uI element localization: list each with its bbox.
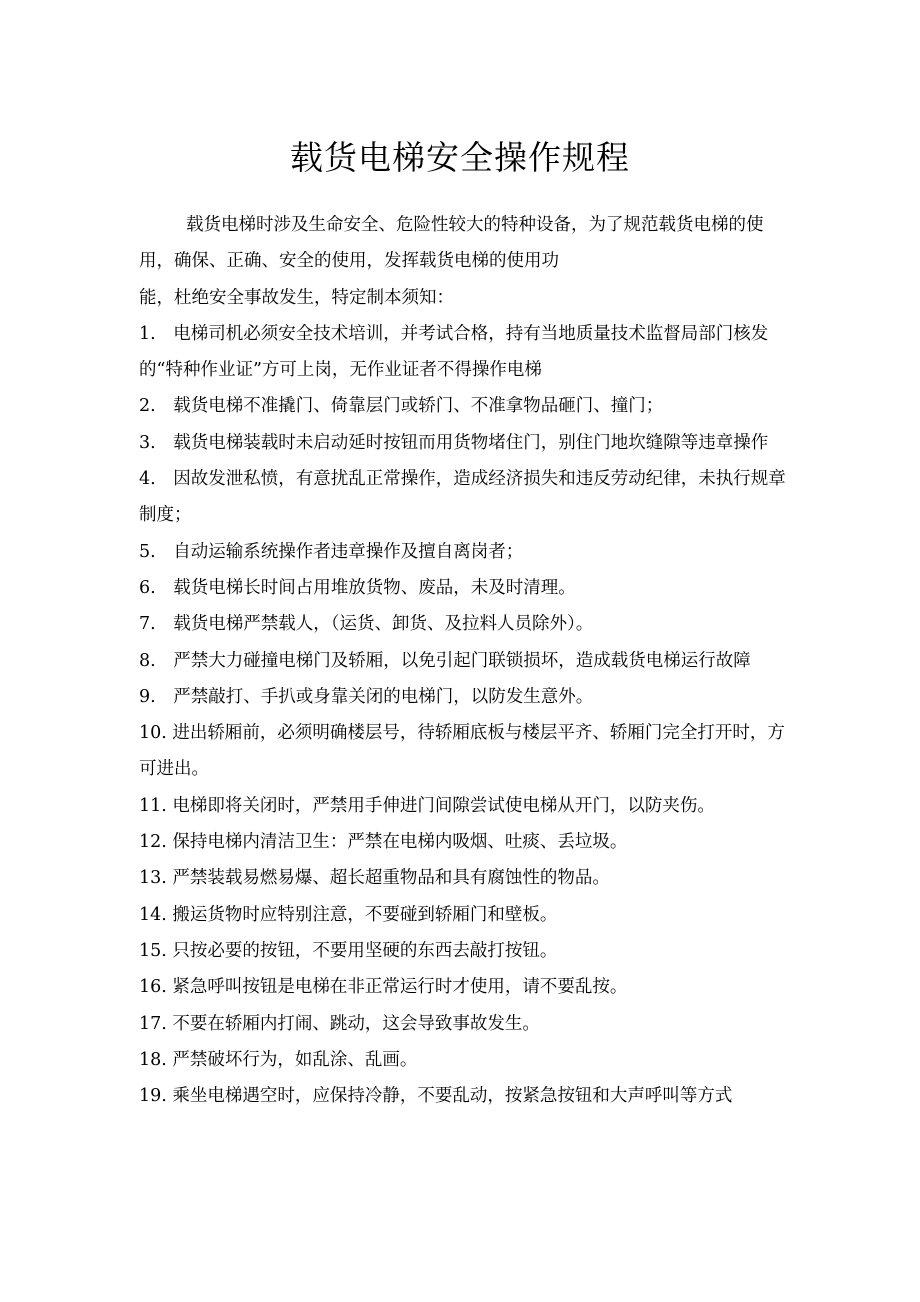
rule-item: 2. 载货电梯不准撬门、倚靠层门或轿门、不准拿物品砸门、撞门； — [139, 396, 664, 417]
rule-item: 12. 保持电梯内清洁卫生：严禁在电梯内吸烟、吐痰、丢垃圾。 — [139, 832, 628, 853]
rule-item: 1. 电梯司机必须安全技术培训，并考试合格，持有当地质量技术监督局部门核发的“特种作业证”方可上岗，无作业证者不得操作电梯 — [139, 323, 769, 381]
rule-item: 18. 严禁破坏行为，如乱涂、乱画。 — [139, 1049, 418, 1070]
rule-item: 13. 严禁装载易燃易爆、超长超重物品和具有腐蚀性的物品。 — [139, 868, 610, 889]
rule-item: 9. 严禁敲打、手扒或身靠关闭的电梯门，以防发生意外。 — [139, 686, 594, 707]
intro-paragraph: 载货电梯时涉及生命安全、危险性较大的特种设备，为了规范载货电梯的使用，确保、正确、安全的使用，发挥载货电梯的使用功 — [139, 215, 764, 272]
document-title: 载货电梯安全操作规程 — [290, 138, 630, 178]
rule-item: 15. 只按必要的按钮，不要用坚硬的东西去敲打按钮。 — [139, 940, 558, 961]
rule-item: 6. 载货电梯长时间占用堆放货物、废品，未及时清理。 — [139, 577, 576, 598]
rule-item: 8. 严禁大力碰撞电梯门及轿厢，以免引起门联锁损坏，造成载货电梯运行故障 — [139, 650, 751, 671]
rule-item: 4. 因故发泄私愤，有意扰乱正常操作，造成经济损失和违反劳动纪律，未执行规章制度； — [139, 469, 786, 526]
rule-item: 7. 载货电梯严禁载人，（运货、卸货、及拉料人员除外）。 — [139, 614, 594, 635]
rule-item: 3. 载货电梯装载时未启动延时按钮而用货物堵住门，别住门地坎缝隙等违章操作 — [139, 432, 769, 453]
intro-paragraph-continued: 能，杜绝安全事故发生，特定制本须知： — [139, 287, 454, 308]
rule-item: 16. 紧急呼叫按钮是电梯在非正常运行时才使用，请不要乱按。 — [139, 977, 628, 998]
rule-item: 5. 自动运输系统操作者违章操作及擅自离岗者； — [139, 541, 524, 562]
rule-item: 19. 乘坐电梯遇空时，应保持冷静，不要乱动，按紧急按钮和大声呼叫等方式 — [139, 1086, 733, 1107]
document-body — [139, 207, 789, 1114]
rule-item: 14. 搬运货物时应特别注意，不要碰到轿厢门和壁板。 — [139, 904, 558, 925]
rule-item: 10. 进出轿厢前，必须明确楼层号，待轿厢底板与楼层平齐、轿厢门完全打开时，方可进出。 — [139, 723, 785, 780]
rule-item: 11. 电梯即将关闭时，严禁用手伸进门间隙尝试使电梯从开门，以防夹伤。 — [139, 795, 715, 816]
rule-item: 17. 不要在轿厢内打闹、跳动，这会导致事故发生。 — [139, 1013, 540, 1034]
